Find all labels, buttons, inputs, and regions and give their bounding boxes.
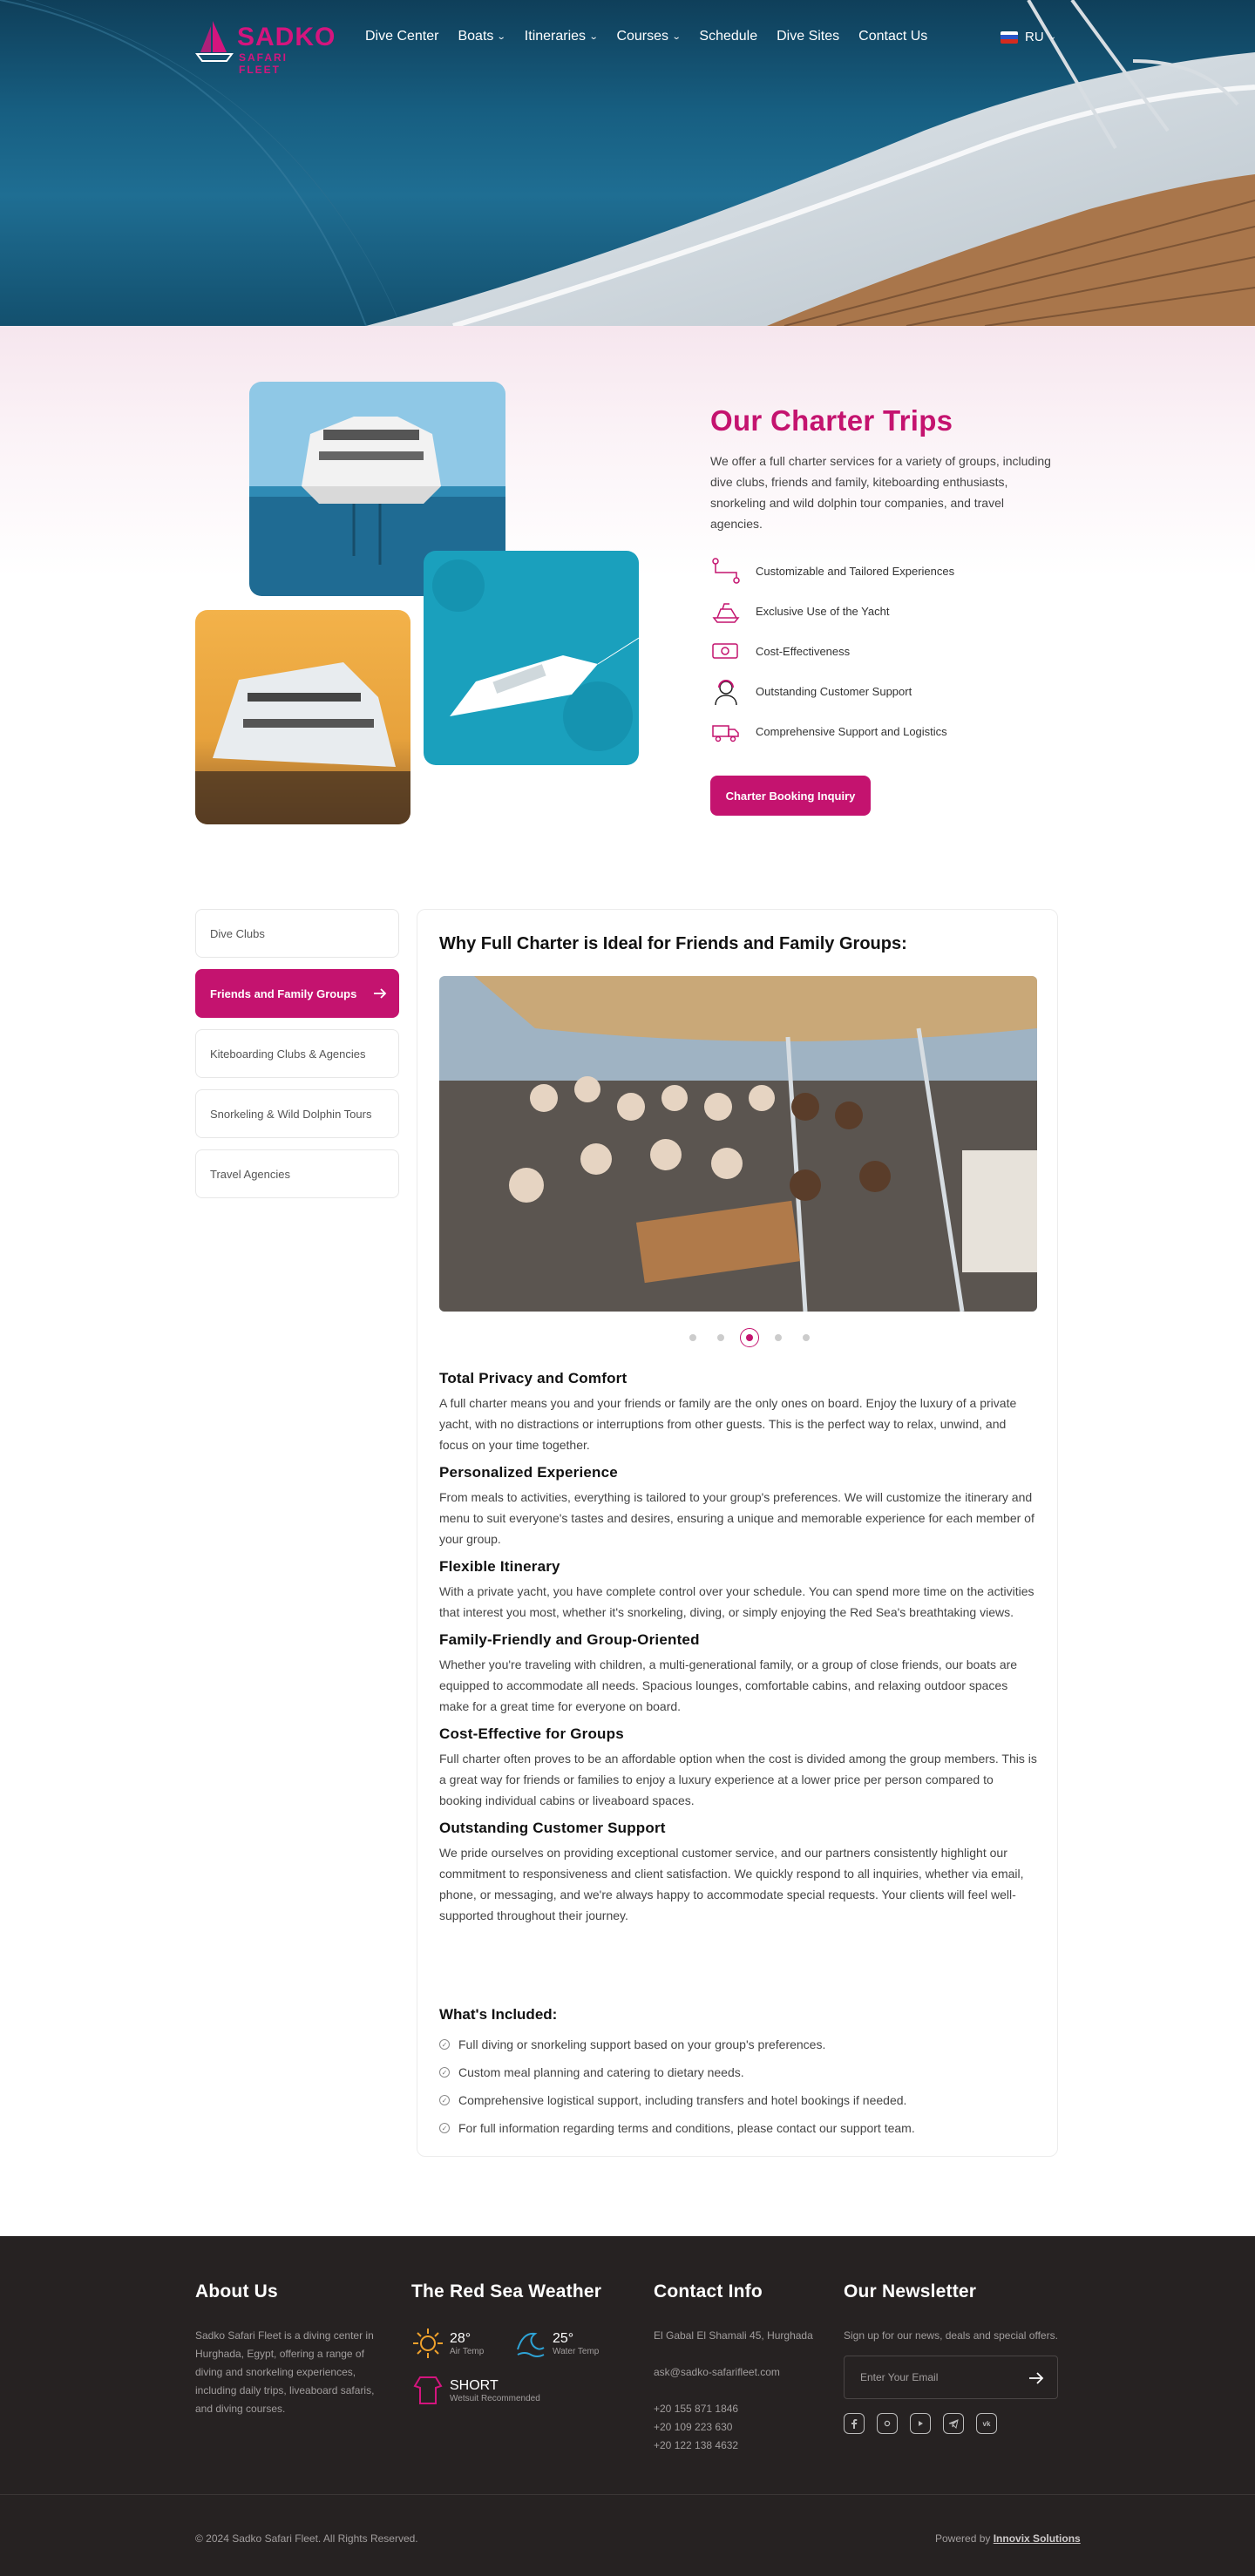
benefit-text: From meals to activities, everything is tailored to your group's preferences. We will customize the itinerary and menu to suit everyone's tastes and desires, ensuring a unique and memorable experience for each member of your group.	[439, 1490, 1035, 1546]
arrow-right-icon[interactable]	[1028, 2369, 1045, 2387]
language-selector[interactable]	[1001, 30, 1056, 44]
whats-included	[439, 2006, 1037, 2142]
weather-title: The Red Sea Weather	[411, 2281, 602, 2301]
telegram-icon[interactable]	[943, 2413, 964, 2434]
benefit-heading: Cost-Effective for Groups	[439, 1725, 624, 1742]
nav-item-label: Contact Us	[858, 29, 928, 44]
chevron-down-icon: ⌄	[588, 31, 599, 42]
charter-feature-label: Comprehensive Support and Logistics	[756, 724, 947, 738]
nav-item-label: Boats	[458, 29, 494, 44]
tab-friends-and-family-groups[interactable]	[195, 969, 399, 1018]
included-list	[439, 2030, 1037, 2142]
included-item-text: Custom meal planning and catering to dietary needs.	[458, 2065, 744, 2079]
benefit-heading: Personalized Experience	[439, 1464, 618, 1481]
included-item	[439, 2114, 1037, 2142]
carousel-dot[interactable]	[689, 1334, 696, 1341]
benefit-section	[439, 1464, 1037, 1549]
tab-label: Dive Clubs	[210, 926, 265, 940]
main-menu	[365, 29, 946, 44]
charter-feature	[710, 551, 954, 591]
benefit-section	[439, 1820, 1037, 1926]
footer-about	[195, 2281, 387, 2418]
nav-item-itineraries[interactable]	[525, 29, 598, 44]
brand-tagline: SAFARI FLEET	[239, 51, 288, 76]
powered-by-prefix: Powered by	[935, 2532, 991, 2545]
footer	[0, 2236, 1255, 2576]
logistics-truck-icon	[710, 715, 742, 747]
charter-features-list	[710, 551, 954, 751]
charter-section	[0, 326, 1255, 884]
check-circle-icon: ✓	[439, 2095, 450, 2105]
sadko-logo[interactable]	[195, 17, 336, 76]
included-item-text: Full diving or snorkeling support based on your group's preferences.	[458, 2037, 826, 2051]
sailboat-logo-icon	[195, 17, 235, 66]
air-temp-label: Air Temp	[450, 2346, 485, 2356]
carousel-dot[interactable]	[717, 1334, 724, 1341]
powered-by	[935, 2532, 1081, 2545]
money-icon	[710, 635, 742, 667]
charter-feature-label: Cost-Effectiveness	[756, 644, 851, 658]
included-title: What's Included:	[439, 2006, 558, 2023]
footer-weather	[411, 2281, 638, 2421]
chevron-down-icon: ⌄	[1048, 32, 1057, 42]
wetsuit-icon	[411, 2374, 444, 2407]
nav-item-courses[interactable]	[616, 29, 680, 44]
nav-item-label: Itineraries	[524, 29, 587, 44]
charter-feature	[710, 711, 954, 751]
about-title: About Us	[195, 2281, 278, 2301]
included-item	[439, 2058, 1037, 2086]
benefit-sections	[439, 1370, 1037, 1935]
carousel-dot[interactable]	[775, 1334, 782, 1341]
nav-item-boats[interactable]	[458, 29, 505, 44]
air-temp	[411, 2327, 514, 2360]
charter-feature-label: Exclusive Use of the Yacht	[756, 604, 890, 618]
carousel-dot[interactable]	[740, 1328, 759, 1347]
benefit-heading: Total Privacy and Comfort	[439, 1370, 628, 1386]
tab-label: Friends and Family Groups	[210, 986, 357, 1000]
vk-icon[interactable]: vk	[976, 2413, 997, 2434]
wetsuit-recommendation	[411, 2374, 586, 2407]
air-temp-value: 28°	[450, 2330, 471, 2346]
tab-label: Kiteboarding Clubs & Agencies	[210, 1047, 366, 1061]
tab-kiteboarding-clubs-agencies[interactable]	[195, 1029, 399, 1078]
benefit-text: We pride ourselves on providing exceptional customer service, and our partners consistently highlight our commitment to responsiveness and client satisfaction. We quickly respond to all inquiries, whether via email, phone, or messaging, and we're always happy to accommodate special requests. Your clients will feel well-supported throughout their journey.	[439, 1846, 1024, 1922]
yacht-aerial-photo	[424, 551, 639, 765]
nav-item-label: Dive Center	[365, 29, 439, 44]
benefit-section	[439, 1631, 1037, 1717]
newsletter-title: Our Newsletter	[844, 2281, 977, 2301]
check-circle-icon: ✓	[439, 2039, 450, 2050]
benefit-text: A full charter means you and your friends or family are the only ones on board. Enjoy the luxury of a private yacht, with no distractions or interruptions from other guests. This is the perfect way to relax, unwind, and focus on your time together.	[439, 1396, 1017, 1452]
newsletter-placeholder: Enter Your Email	[860, 2371, 939, 2383]
arrow-right-icon	[372, 986, 388, 1001]
charter-feature	[710, 671, 954, 711]
russian-flag-icon	[1001, 31, 1018, 44]
included-item-text: Comprehensive logistical support, including transfers and hotel bookings if needed.	[458, 2093, 907, 2107]
route-map-icon	[710, 555, 742, 586]
tab-label: Snorkeling & Wild Dolphin Tours	[210, 1107, 372, 1121]
contact-phone[interactable]: +20 122 138 4632	[654, 2439, 739, 2451]
language-label: RU	[1025, 30, 1044, 44]
chevron-down-icon: ⌄	[671, 31, 682, 42]
wetsuit-label: Wetsuit Recommended	[450, 2393, 540, 2403]
included-item-text: For full information regarding terms and conditions, please contact our support team.	[458, 2121, 915, 2135]
nav-item-contact-us[interactable]	[858, 29, 927, 44]
carousel-dot[interactable]	[803, 1334, 810, 1341]
newsletter-email-input[interactable]	[844, 2356, 1058, 2399]
charter-title: Our Charter Trips	[710, 404, 953, 437]
instagram-icon[interactable]	[877, 2413, 898, 2434]
check-circle-icon: ✓	[439, 2123, 450, 2133]
benefit-heading: Family-Friendly and Group-Oriented	[439, 1631, 700, 1648]
benefit-section	[439, 1558, 1037, 1623]
wave-icon	[514, 2327, 547, 2360]
water-temp	[514, 2327, 617, 2360]
facebook-icon[interactable]	[844, 2413, 865, 2434]
water-temp-label: Water Temp	[553, 2346, 600, 2356]
contact-phone[interactable]: +20 155 871 1846	[654, 2403, 739, 2415]
nav-item-label: Courses	[616, 29, 669, 44]
benefit-text: Whether you're traveling with children, a multi-generational family, or a group of close friends, our boats are equipped to accommodate all needs. Spacious lounges, comfortable cabins, and relaxing outdoor spaces make for a great time for everyone on board.	[439, 1657, 1018, 1713]
group-photo-carousel[interactable]	[439, 976, 1037, 1312]
benefit-heading: Flexible Itinerary	[439, 1558, 560, 1575]
charter-details-card	[417, 909, 1058, 2157]
footer-divider	[0, 2494, 1255, 2495]
water-temp-value: 25°	[553, 2330, 574, 2346]
sun-icon	[411, 2327, 444, 2360]
charter-feature-label: Outstanding Customer Support	[756, 684, 912, 698]
copyright: © 2024 Sadko Safari Fleet. All Rights Reserved.	[195, 2532, 418, 2545]
benefit-text: Full charter often proves to be an affordable option when the cost is divided among the group members. This is a great way for friends or families to enjoy a luxury experience at a lower price per person compared to booking individual cabins or liveaboard spaces.	[439, 1752, 1037, 1807]
about-text: Sadko Safari Fleet is a diving center in Hurghada, Egypt, offering a range of diving and snorkeling experiences, including daily trips, liveaboard safaris, and diving courses.	[195, 2329, 375, 2415]
tab-travel-agencies[interactable]	[195, 1149, 399, 1198]
nav-item-label: Dive Sites	[777, 29, 840, 44]
included-item	[439, 2086, 1037, 2114]
wetsuit-value: SHORT	[450, 2377, 499, 2393]
yacht-sunset-photo	[195, 610, 410, 824]
charter-feature-label: Customizable and Tailored Experiences	[756, 564, 955, 578]
yacht-icon	[710, 595, 742, 627]
charter-feature	[710, 631, 954, 671]
carousel-dots	[679, 1328, 820, 1347]
charter-description: We offer a full charter services for a variety of groups, including dive clubs, friends and family, kiteboarding enthusiasts, snorkeling and wild dolphin tour companies, and travel agencies.	[710, 454, 1051, 531]
nav-item-label: Schedule	[699, 29, 758, 44]
footer-contact	[654, 2281, 828, 2455]
check-circle-icon: ✓	[439, 2067, 450, 2078]
hero-banner	[0, 0, 1255, 326]
youtube-icon[interactable]	[910, 2413, 931, 2434]
contact-email[interactable]: ask@sadko-safarifleet.com	[654, 2366, 780, 2378]
contact-title: Contact Info	[654, 2281, 763, 2301]
nav-item-dive-sites[interactable]	[777, 29, 839, 44]
brand-name: SADKO	[237, 23, 336, 51]
support-agent-icon	[710, 675, 742, 707]
powered-by-link[interactable]: Innovix Solutions	[993, 2532, 1081, 2545]
chevron-down-icon: ⌄	[497, 31, 507, 42]
charter-booking-inquiry-button[interactable]: Charter Booking Inquiry	[710, 776, 871, 816]
benefit-text: With a private yacht, you have complete control over your schedule. You can spend more time on the activities that interest you most, whether it's snorkeling, diving, or simply enjoying the Red Sea's breathtaking views.	[439, 1584, 1035, 1619]
included-item	[439, 2030, 1037, 2058]
contact-address: El Gabal El Shamali 45, Hurghada	[654, 2329, 813, 2342]
newsletter-text: Sign up for our news, deals and special offers.	[844, 2329, 1058, 2342]
group-tabs	[195, 909, 399, 1210]
social-links	[844, 2413, 1070, 2434]
benefit-section	[439, 1725, 1037, 1811]
benefit-heading: Outstanding Customer Support	[439, 1820, 666, 1836]
top-navigation	[0, 0, 1255, 78]
footer-newsletter	[844, 2281, 1070, 2434]
charter-feature	[710, 591, 954, 631]
tab-label: Travel Agencies	[210, 1167, 291, 1181]
benefit-section	[439, 1370, 1037, 1455]
contact-phone[interactable]: +20 109 223 630	[654, 2421, 733, 2433]
tab-dive-clubs[interactable]	[195, 909, 399, 958]
details-title: Why Full Charter is Ideal for Friends and Family Groups:	[439, 934, 907, 953]
nav-item-dive-center[interactable]	[365, 29, 438, 44]
tab-snorkeling-wild-dolphin-tours[interactable]	[195, 1089, 399, 1138]
nav-item-schedule[interactable]	[699, 29, 757, 44]
